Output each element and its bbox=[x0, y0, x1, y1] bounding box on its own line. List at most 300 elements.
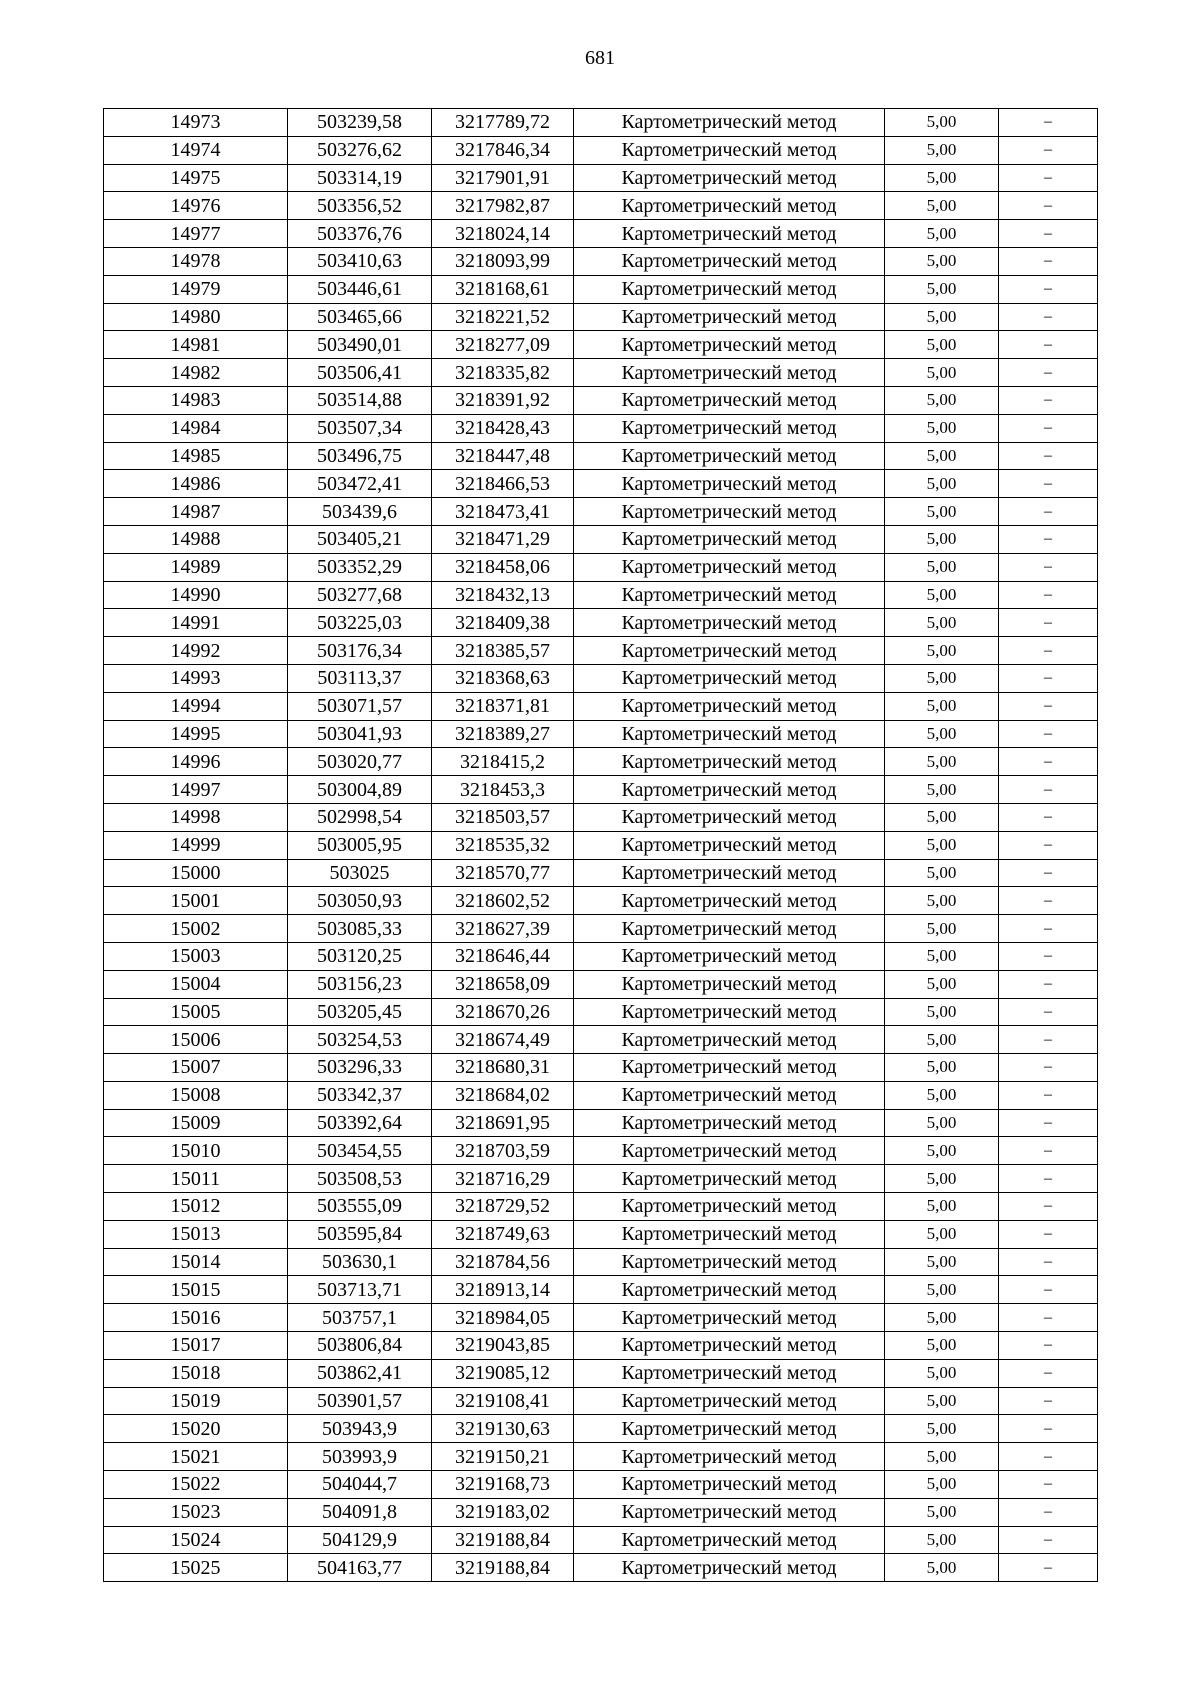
accuracy-cell: 5,00 bbox=[885, 637, 999, 665]
note-cell: – bbox=[999, 1137, 1098, 1165]
method-cell: Картометрический метод bbox=[574, 275, 885, 303]
y-coordinate-cell: 3218471,29 bbox=[432, 525, 574, 553]
table-row bbox=[104, 1387, 1098, 1415]
note-cell: – bbox=[999, 664, 1098, 692]
method-cell: Картометрический метод bbox=[574, 1443, 885, 1471]
accuracy-cell: 5,00 bbox=[885, 859, 999, 887]
method-cell: Картометрический метод bbox=[574, 1387, 885, 1415]
note-cell: – bbox=[999, 1443, 1098, 1471]
x-coordinate-cell: 503205,45 bbox=[288, 998, 432, 1026]
table-row bbox=[104, 1498, 1098, 1526]
table-row bbox=[104, 275, 1098, 303]
accuracy-cell: 5,00 bbox=[885, 1443, 999, 1471]
accuracy-cell: 5,00 bbox=[885, 915, 999, 943]
method-cell: Картометрический метод bbox=[574, 1193, 885, 1221]
table-row bbox=[104, 303, 1098, 331]
accuracy-cell: 5,00 bbox=[885, 1054, 999, 1082]
table-row bbox=[104, 720, 1098, 748]
method-cell: Картометрический метод bbox=[574, 1554, 885, 1582]
point-number-cell: 15020 bbox=[104, 1415, 288, 1443]
method-cell: Картометрический метод bbox=[574, 915, 885, 943]
x-coordinate-cell: 503943,9 bbox=[288, 1415, 432, 1443]
point-number-cell: 14986 bbox=[104, 470, 288, 498]
point-number-cell: 15016 bbox=[104, 1304, 288, 1332]
y-coordinate-cell: 3218391,92 bbox=[432, 386, 574, 414]
table-row bbox=[104, 915, 1098, 943]
note-cell: – bbox=[999, 720, 1098, 748]
y-coordinate-cell: 3218716,29 bbox=[432, 1165, 574, 1193]
accuracy-cell: 5,00 bbox=[885, 1498, 999, 1526]
accuracy-cell: 5,00 bbox=[885, 1137, 999, 1165]
table-row bbox=[104, 331, 1098, 359]
x-coordinate-cell: 502998,54 bbox=[288, 803, 432, 831]
x-coordinate-cell: 503314,19 bbox=[288, 164, 432, 192]
table-row bbox=[104, 1165, 1098, 1193]
method-cell: Картометрический метод bbox=[574, 1137, 885, 1165]
point-number-cell: 15000 bbox=[104, 859, 288, 887]
point-number-cell: 15024 bbox=[104, 1526, 288, 1554]
x-coordinate-cell: 503555,09 bbox=[288, 1193, 432, 1221]
method-cell: Картометрический метод bbox=[574, 1026, 885, 1054]
point-number-cell: 15022 bbox=[104, 1471, 288, 1499]
accuracy-cell: 5,00 bbox=[885, 1109, 999, 1137]
point-number-cell: 14992 bbox=[104, 637, 288, 665]
note-cell: – bbox=[999, 1109, 1098, 1137]
note-cell: – bbox=[999, 164, 1098, 192]
x-coordinate-cell: 503514,88 bbox=[288, 386, 432, 414]
note-cell: – bbox=[999, 1220, 1098, 1248]
point-number-cell: 14981 bbox=[104, 331, 288, 359]
accuracy-cell: 5,00 bbox=[885, 1304, 999, 1332]
note-cell: – bbox=[999, 859, 1098, 887]
x-coordinate-cell: 503757,1 bbox=[288, 1304, 432, 1332]
accuracy-cell: 5,00 bbox=[885, 414, 999, 442]
x-coordinate-cell: 503225,03 bbox=[288, 609, 432, 637]
x-coordinate-cell: 503356,52 bbox=[288, 192, 432, 220]
point-number-cell: 15001 bbox=[104, 887, 288, 915]
point-number-cell: 15021 bbox=[104, 1443, 288, 1471]
accuracy-cell: 5,00 bbox=[885, 1359, 999, 1387]
point-number-cell: 14979 bbox=[104, 275, 288, 303]
note-cell: – bbox=[999, 1304, 1098, 1332]
note-cell: – bbox=[999, 303, 1098, 331]
method-cell: Картометрический метод bbox=[574, 942, 885, 970]
y-coordinate-cell: 3218503,57 bbox=[432, 803, 574, 831]
table-row bbox=[104, 1443, 1098, 1471]
y-coordinate-cell: 3218784,56 bbox=[432, 1248, 574, 1276]
accuracy-cell: 5,00 bbox=[885, 664, 999, 692]
y-coordinate-cell: 3218409,38 bbox=[432, 609, 574, 637]
y-coordinate-cell: 3219188,84 bbox=[432, 1554, 574, 1582]
accuracy-cell: 5,00 bbox=[885, 1415, 999, 1443]
method-cell: Картометрический метод bbox=[574, 136, 885, 164]
point-number-cell: 15025 bbox=[104, 1554, 288, 1582]
point-number-cell: 14984 bbox=[104, 414, 288, 442]
method-cell: Картометрический метод bbox=[574, 1109, 885, 1137]
note-cell: – bbox=[999, 1415, 1098, 1443]
x-coordinate-cell: 503113,37 bbox=[288, 664, 432, 692]
method-cell: Картометрический метод bbox=[574, 637, 885, 665]
method-cell: Картометрический метод bbox=[574, 442, 885, 470]
y-coordinate-cell: 3219188,84 bbox=[432, 1526, 574, 1554]
table-row bbox=[104, 386, 1098, 414]
y-coordinate-cell: 3218024,14 bbox=[432, 220, 574, 248]
accuracy-cell: 5,00 bbox=[885, 581, 999, 609]
x-coordinate-cell: 503506,41 bbox=[288, 359, 432, 387]
method-cell: Картометрический метод bbox=[574, 664, 885, 692]
table-row bbox=[104, 1220, 1098, 1248]
x-coordinate-cell: 503376,76 bbox=[288, 220, 432, 248]
table-row bbox=[104, 887, 1098, 915]
method-cell: Картометрический метод bbox=[574, 192, 885, 220]
table-row bbox=[104, 1359, 1098, 1387]
x-coordinate-cell: 503507,34 bbox=[288, 414, 432, 442]
x-coordinate-cell: 503239,58 bbox=[288, 109, 432, 137]
y-coordinate-cell: 3218602,52 bbox=[432, 887, 574, 915]
accuracy-cell: 5,00 bbox=[885, 803, 999, 831]
x-coordinate-cell: 503901,57 bbox=[288, 1387, 432, 1415]
x-coordinate-cell: 503071,57 bbox=[288, 692, 432, 720]
x-coordinate-cell: 503405,21 bbox=[288, 525, 432, 553]
point-number-cell: 14993 bbox=[104, 664, 288, 692]
point-number-cell: 14988 bbox=[104, 525, 288, 553]
accuracy-cell: 5,00 bbox=[885, 136, 999, 164]
y-coordinate-cell: 3218335,82 bbox=[432, 359, 574, 387]
point-number-cell: 14980 bbox=[104, 303, 288, 331]
y-coordinate-cell: 3218658,09 bbox=[432, 970, 574, 998]
table-row bbox=[104, 998, 1098, 1026]
point-number-cell: 15003 bbox=[104, 942, 288, 970]
accuracy-cell: 5,00 bbox=[885, 1081, 999, 1109]
x-coordinate-cell: 503120,25 bbox=[288, 942, 432, 970]
table-row bbox=[104, 1193, 1098, 1221]
table-row bbox=[104, 1332, 1098, 1360]
y-coordinate-cell: 3218432,13 bbox=[432, 581, 574, 609]
y-coordinate-cell: 3217982,87 bbox=[432, 192, 574, 220]
method-cell: Картометрический метод bbox=[574, 220, 885, 248]
note-cell: – bbox=[999, 942, 1098, 970]
method-cell: Картометрический метод bbox=[574, 776, 885, 804]
point-number-cell: 14973 bbox=[104, 109, 288, 137]
point-number-cell: 15004 bbox=[104, 970, 288, 998]
point-number-cell: 15010 bbox=[104, 1137, 288, 1165]
x-coordinate-cell: 504129,9 bbox=[288, 1526, 432, 1554]
table-row bbox=[104, 1471, 1098, 1499]
page-number: 681 bbox=[585, 47, 615, 69]
point-number-cell: 15009 bbox=[104, 1109, 288, 1137]
x-coordinate-cell: 503595,84 bbox=[288, 1220, 432, 1248]
y-coordinate-cell: 3218535,32 bbox=[432, 831, 574, 859]
x-coordinate-cell: 503713,71 bbox=[288, 1276, 432, 1304]
note-cell: – bbox=[999, 1054, 1098, 1082]
note-cell: – bbox=[999, 970, 1098, 998]
method-cell: Картометрический метод bbox=[574, 998, 885, 1026]
accuracy-cell: 5,00 bbox=[885, 1554, 999, 1582]
x-coordinate-cell: 503862,41 bbox=[288, 1359, 432, 1387]
point-number-cell: 14977 bbox=[104, 220, 288, 248]
y-coordinate-cell: 3218670,26 bbox=[432, 998, 574, 1026]
point-number-cell: 14978 bbox=[104, 247, 288, 275]
x-coordinate-cell: 504163,77 bbox=[288, 1554, 432, 1582]
note-cell: – bbox=[999, 1359, 1098, 1387]
method-cell: Картометрический метод bbox=[574, 331, 885, 359]
note-cell: – bbox=[999, 359, 1098, 387]
x-coordinate-cell: 503020,77 bbox=[288, 748, 432, 776]
x-coordinate-cell: 503410,63 bbox=[288, 247, 432, 275]
x-coordinate-cell: 503085,33 bbox=[288, 915, 432, 943]
note-cell: – bbox=[999, 386, 1098, 414]
accuracy-cell: 5,00 bbox=[885, 442, 999, 470]
method-cell: Картометрический метод bbox=[574, 303, 885, 331]
point-number-cell: 15007 bbox=[104, 1054, 288, 1082]
point-number-cell: 14994 bbox=[104, 692, 288, 720]
coordinates-table bbox=[103, 108, 1098, 1582]
accuracy-cell: 5,00 bbox=[885, 1332, 999, 1360]
table-row bbox=[104, 776, 1098, 804]
x-coordinate-cell: 503439,6 bbox=[288, 498, 432, 526]
method-cell: Картометрический метод bbox=[574, 748, 885, 776]
table-row bbox=[104, 1109, 1098, 1137]
accuracy-cell: 5,00 bbox=[885, 303, 999, 331]
y-coordinate-cell: 3219183,02 bbox=[432, 1498, 574, 1526]
note-cell: – bbox=[999, 831, 1098, 859]
x-coordinate-cell: 503004,89 bbox=[288, 776, 432, 804]
method-cell: Картометрический метод bbox=[574, 887, 885, 915]
note-cell: – bbox=[999, 692, 1098, 720]
accuracy-cell: 5,00 bbox=[885, 331, 999, 359]
note-cell: – bbox=[999, 1471, 1098, 1499]
note-cell: – bbox=[999, 1554, 1098, 1582]
y-coordinate-cell: 3218466,53 bbox=[432, 470, 574, 498]
method-cell: Картометрический метод bbox=[574, 1526, 885, 1554]
method-cell: Картометрический метод bbox=[574, 720, 885, 748]
method-cell: Картометрический метод bbox=[574, 831, 885, 859]
table-row bbox=[104, 609, 1098, 637]
method-cell: Картометрический метод bbox=[574, 970, 885, 998]
note-cell: – bbox=[999, 637, 1098, 665]
point-number-cell: 14974 bbox=[104, 136, 288, 164]
method-cell: Картометрический метод bbox=[574, 1359, 885, 1387]
y-coordinate-cell: 3218749,63 bbox=[432, 1220, 574, 1248]
note-cell: – bbox=[999, 803, 1098, 831]
y-coordinate-cell: 3218703,59 bbox=[432, 1137, 574, 1165]
accuracy-cell: 5,00 bbox=[885, 1165, 999, 1193]
method-cell: Картометрический метод bbox=[574, 1332, 885, 1360]
point-number-cell: 15005 bbox=[104, 998, 288, 1026]
x-coordinate-cell: 503490,01 bbox=[288, 331, 432, 359]
y-coordinate-cell: 3218458,06 bbox=[432, 553, 574, 581]
y-coordinate-cell: 3218674,49 bbox=[432, 1026, 574, 1054]
x-coordinate-cell: 503277,68 bbox=[288, 581, 432, 609]
method-cell: Картометрический метод bbox=[574, 692, 885, 720]
table-row bbox=[104, 1304, 1098, 1332]
accuracy-cell: 5,00 bbox=[885, 1387, 999, 1415]
y-coordinate-cell: 3218646,44 bbox=[432, 942, 574, 970]
table-row bbox=[104, 803, 1098, 831]
note-cell: – bbox=[999, 1387, 1098, 1415]
point-number-cell: 14983 bbox=[104, 386, 288, 414]
method-cell: Картометрический метод bbox=[574, 109, 885, 137]
point-number-cell: 15019 bbox=[104, 1387, 288, 1415]
point-number-cell: 14995 bbox=[104, 720, 288, 748]
x-coordinate-cell: 503050,93 bbox=[288, 887, 432, 915]
point-number-cell: 14987 bbox=[104, 498, 288, 526]
y-coordinate-cell: 3218389,27 bbox=[432, 720, 574, 748]
note-cell: – bbox=[999, 887, 1098, 915]
y-coordinate-cell: 3218415,2 bbox=[432, 748, 574, 776]
method-cell: Картометрический метод bbox=[574, 553, 885, 581]
table-row bbox=[104, 1026, 1098, 1054]
accuracy-cell: 5,00 bbox=[885, 1248, 999, 1276]
x-coordinate-cell: 503156,23 bbox=[288, 970, 432, 998]
table-row bbox=[104, 498, 1098, 526]
note-cell: – bbox=[999, 470, 1098, 498]
accuracy-cell: 5,00 bbox=[885, 275, 999, 303]
method-cell: Картометрический метод bbox=[574, 247, 885, 275]
note-cell: – bbox=[999, 553, 1098, 581]
point-number-cell: 15018 bbox=[104, 1359, 288, 1387]
y-coordinate-cell: 3218371,81 bbox=[432, 692, 574, 720]
accuracy-cell: 5,00 bbox=[885, 192, 999, 220]
note-cell: – bbox=[999, 748, 1098, 776]
table-row bbox=[104, 664, 1098, 692]
accuracy-cell: 5,00 bbox=[885, 720, 999, 748]
table-row bbox=[104, 414, 1098, 442]
point-number-cell: 14998 bbox=[104, 803, 288, 831]
x-coordinate-cell: 503496,75 bbox=[288, 442, 432, 470]
accuracy-cell: 5,00 bbox=[885, 1526, 999, 1554]
point-number-cell: 15014 bbox=[104, 1248, 288, 1276]
y-coordinate-cell: 3218473,41 bbox=[432, 498, 574, 526]
y-coordinate-cell: 3218627,39 bbox=[432, 915, 574, 943]
table-row bbox=[104, 553, 1098, 581]
table-row bbox=[104, 192, 1098, 220]
accuracy-cell: 5,00 bbox=[885, 970, 999, 998]
point-number-cell: 15011 bbox=[104, 1165, 288, 1193]
point-number-cell: 14982 bbox=[104, 359, 288, 387]
y-coordinate-cell: 3218984,05 bbox=[432, 1304, 574, 1332]
table-row bbox=[104, 1081, 1098, 1109]
accuracy-cell: 5,00 bbox=[885, 692, 999, 720]
x-coordinate-cell: 504044,7 bbox=[288, 1471, 432, 1499]
table-row bbox=[104, 1415, 1098, 1443]
method-cell: Картометрический метод bbox=[574, 581, 885, 609]
y-coordinate-cell: 3217846,34 bbox=[432, 136, 574, 164]
note-cell: – bbox=[999, 136, 1098, 164]
note-cell: – bbox=[999, 498, 1098, 526]
method-cell: Картометрический метод bbox=[574, 1165, 885, 1193]
accuracy-cell: 5,00 bbox=[885, 525, 999, 553]
table-row bbox=[104, 109, 1098, 137]
method-cell: Картометрический метод bbox=[574, 386, 885, 414]
accuracy-cell: 5,00 bbox=[885, 609, 999, 637]
y-coordinate-cell: 3219108,41 bbox=[432, 1387, 574, 1415]
note-cell: – bbox=[999, 109, 1098, 137]
table-row bbox=[104, 1248, 1098, 1276]
y-coordinate-cell: 3218093,99 bbox=[432, 247, 574, 275]
y-coordinate-cell: 3219168,73 bbox=[432, 1471, 574, 1499]
note-cell: – bbox=[999, 220, 1098, 248]
accuracy-cell: 5,00 bbox=[885, 1220, 999, 1248]
y-coordinate-cell: 3218277,09 bbox=[432, 331, 574, 359]
y-coordinate-cell: 3218368,63 bbox=[432, 664, 574, 692]
method-cell: Картометрический метод bbox=[574, 164, 885, 192]
method-cell: Картометрический метод bbox=[574, 609, 885, 637]
point-number-cell: 15013 bbox=[104, 1220, 288, 1248]
table-row bbox=[104, 859, 1098, 887]
method-cell: Картометрический метод bbox=[574, 1054, 885, 1082]
accuracy-cell: 5,00 bbox=[885, 386, 999, 414]
note-cell: – bbox=[999, 581, 1098, 609]
point-number-cell: 15023 bbox=[104, 1498, 288, 1526]
y-coordinate-cell: 3218447,48 bbox=[432, 442, 574, 470]
x-coordinate-cell: 503342,37 bbox=[288, 1081, 432, 1109]
note-cell: – bbox=[999, 192, 1098, 220]
accuracy-cell: 5,00 bbox=[885, 1276, 999, 1304]
method-cell: Картометрический метод bbox=[574, 1248, 885, 1276]
table-row bbox=[104, 359, 1098, 387]
method-cell: Картометрический метод bbox=[574, 1304, 885, 1332]
x-coordinate-cell: 503025 bbox=[288, 859, 432, 887]
note-cell: – bbox=[999, 1248, 1098, 1276]
x-coordinate-cell: 503296,33 bbox=[288, 1054, 432, 1082]
point-number-cell: 15006 bbox=[104, 1026, 288, 1054]
accuracy-cell: 5,00 bbox=[885, 1471, 999, 1499]
y-coordinate-cell: 3218913,14 bbox=[432, 1276, 574, 1304]
note-cell: – bbox=[999, 247, 1098, 275]
method-cell: Картометрический метод bbox=[574, 1220, 885, 1248]
method-cell: Картометрический метод bbox=[574, 414, 885, 442]
note-cell: – bbox=[999, 1276, 1098, 1304]
table-row bbox=[104, 470, 1098, 498]
point-number-cell: 15002 bbox=[104, 915, 288, 943]
y-coordinate-cell: 3218570,77 bbox=[432, 859, 574, 887]
method-cell: Картометрический метод bbox=[574, 498, 885, 526]
y-coordinate-cell: 3218680,31 bbox=[432, 1054, 574, 1082]
accuracy-cell: 5,00 bbox=[885, 942, 999, 970]
table-row bbox=[104, 525, 1098, 553]
method-cell: Картометрический метод bbox=[574, 359, 885, 387]
note-cell: – bbox=[999, 442, 1098, 470]
accuracy-cell: 5,00 bbox=[885, 553, 999, 581]
point-number-cell: 14975 bbox=[104, 164, 288, 192]
table-row bbox=[104, 942, 1098, 970]
method-cell: Картометрический метод bbox=[574, 859, 885, 887]
accuracy-cell: 5,00 bbox=[885, 776, 999, 804]
table-row bbox=[104, 581, 1098, 609]
x-coordinate-cell: 503352,29 bbox=[288, 553, 432, 581]
coordinates-table-body bbox=[104, 109, 1098, 1582]
table-row bbox=[104, 748, 1098, 776]
method-cell: Картометрический метод bbox=[574, 525, 885, 553]
y-coordinate-cell: 3218385,57 bbox=[432, 637, 574, 665]
x-coordinate-cell: 503454,55 bbox=[288, 1137, 432, 1165]
point-number-cell: 14985 bbox=[104, 442, 288, 470]
note-cell: – bbox=[999, 998, 1098, 1026]
method-cell: Картометрический метод bbox=[574, 1498, 885, 1526]
table-row bbox=[104, 1054, 1098, 1082]
y-coordinate-cell: 3218684,02 bbox=[432, 1081, 574, 1109]
x-coordinate-cell: 503254,53 bbox=[288, 1026, 432, 1054]
table-row bbox=[104, 970, 1098, 998]
accuracy-cell: 5,00 bbox=[885, 164, 999, 192]
y-coordinate-cell: 3218691,95 bbox=[432, 1109, 574, 1137]
table-row bbox=[104, 637, 1098, 665]
accuracy-cell: 5,00 bbox=[885, 247, 999, 275]
table-row bbox=[104, 164, 1098, 192]
y-coordinate-cell: 3219130,63 bbox=[432, 1415, 574, 1443]
accuracy-cell: 5,00 bbox=[885, 887, 999, 915]
